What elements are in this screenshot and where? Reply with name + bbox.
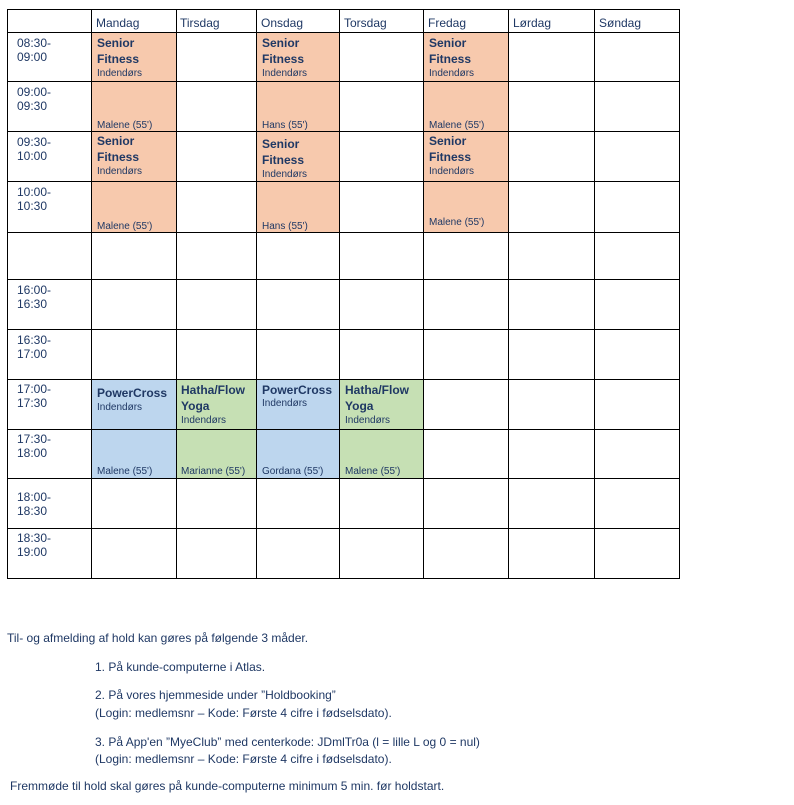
class-location: Indendørs — [97, 68, 143, 79]
grid-line — [7, 578, 680, 579]
class-instructor: Malene (55') — [345, 466, 401, 477]
class-title: Hatha/Flow — [181, 383, 246, 397]
booking-option-3: 3. På App'en ”MyeClub” med centerkode: JDmlTr0a (l = lille L og 0 = nul) — [95, 735, 480, 749]
grid-line — [7, 429, 680, 430]
time-label: 10:00-10:30 — [17, 185, 52, 213]
day-header: Torsdag — [344, 16, 387, 30]
day-header: Mandag — [96, 16, 140, 30]
class-title: Yoga — [181, 399, 210, 413]
day-header: Onsdag — [261, 16, 304, 30]
class-instructor: Malene (55') — [429, 120, 485, 131]
class-block[interactable] — [92, 33, 176, 131]
grid-line — [679, 9, 680, 579]
class-location: Indendørs — [181, 415, 227, 426]
class-instructor: Hans (55') — [262, 120, 308, 131]
time-label: 08:30-09:00 — [17, 36, 52, 64]
time-label: 18:30-19:00 — [17, 531, 52, 559]
day-header: Lørdag — [513, 16, 552, 30]
booking-option-2: 2. På vores hjemmeside under ”Holdbooking” — [95, 688, 336, 702]
grid-line — [423, 9, 424, 579]
time-label: 16:00-16:30 — [17, 283, 52, 311]
grid-line — [91, 9, 92, 579]
class-instructor: Malene (55') — [97, 120, 153, 131]
class-title: Senior — [429, 36, 467, 50]
class-block[interactable] — [424, 33, 508, 131]
class-title: Fitness — [262, 52, 305, 66]
grid-line — [7, 329, 680, 330]
class-instructor: Gordana (55') — [262, 466, 324, 477]
class-block[interactable] — [92, 132, 176, 232]
class-title: Senior — [262, 137, 300, 151]
attendance-note: Fremmøde til hold skal gøres på kunde-computerne minimum 5 min. før holdstart. — [10, 779, 445, 793]
class-title: Senior — [97, 36, 135, 50]
class-instructor: Marianne (55') — [181, 466, 246, 477]
booking-option-3-login: (Login: medlemsnr – Kode: Første 4 cifre i fødselsdato). — [95, 752, 392, 766]
class-title: Senior — [429, 134, 467, 148]
grid-line — [7, 32, 680, 33]
time-label: 18:00-18:30 — [17, 490, 52, 518]
class-title: Fitness — [97, 52, 140, 66]
class-title: Fitness — [262, 153, 305, 167]
grid-line — [7, 232, 680, 233]
class-instructor: Hans (55') — [262, 221, 308, 232]
booking-intro: Til- og afmelding af hold kan gøres på følgende 3 måder. — [7, 631, 309, 645]
class-block[interactable] — [257, 132, 339, 232]
day-header: Fredag — [428, 16, 467, 30]
class-location: Indendørs — [262, 68, 308, 79]
grid-line — [508, 9, 509, 579]
class-instructor: Malene (55') — [97, 466, 153, 477]
class-block[interactable] — [257, 33, 339, 131]
class-block[interactable] — [424, 132, 508, 232]
class-title: PowerCross — [262, 383, 333, 397]
grid-line — [594, 9, 595, 579]
grid-line — [256, 9, 257, 579]
class-title: Yoga — [345, 399, 374, 413]
grid-line — [7, 181, 680, 182]
class-title: Fitness — [97, 150, 140, 164]
time-label: 17:00-17:30 — [17, 382, 52, 410]
time-label: 17:30-18:00 — [17, 432, 52, 460]
grid-line — [7, 9, 680, 10]
time-label: 16:30-17:00 — [17, 333, 52, 361]
grid-line — [7, 478, 680, 479]
class-location: Indendørs — [262, 169, 308, 180]
class-title: PowerCross — [97, 386, 168, 400]
booking-option-2-login: (Login: medlemsnr – Kode: Første 4 cifre i fødselsdato). — [95, 706, 392, 720]
class-location: Indendørs — [97, 402, 143, 413]
class-title: Fitness — [429, 150, 472, 164]
time-label: 09:30-10:00 — [17, 135, 52, 163]
class-location: Indendørs — [429, 166, 475, 177]
day-header: Tirsdag — [180, 16, 220, 30]
grid-line — [339, 9, 340, 579]
class-location: Indendørs — [262, 398, 308, 409]
class-instructor: Malene (55') — [97, 221, 153, 232]
grid-line — [7, 379, 680, 380]
grid-line — [7, 81, 680, 82]
class-title: Senior — [97, 134, 135, 148]
grid-line — [7, 131, 680, 132]
class-instructor: Malene (55') — [429, 217, 485, 228]
grid-line — [7, 528, 680, 529]
class-title: Hatha/Flow — [345, 383, 410, 397]
grid-line — [7, 279, 680, 280]
class-location: Indendørs — [429, 68, 475, 79]
class-title: Senior — [262, 36, 300, 50]
class-location: Indendørs — [345, 415, 391, 426]
class-location: Indendørs — [97, 166, 143, 177]
grid-line — [176, 9, 177, 579]
class-title: Fitness — [429, 52, 472, 66]
day-header: Søndag — [599, 16, 642, 30]
time-label: 09:00-09:30 — [17, 85, 52, 113]
booking-option-1: 1. På kunde-computerne i Atlas. — [95, 660, 266, 674]
grid-line — [7, 9, 8, 579]
